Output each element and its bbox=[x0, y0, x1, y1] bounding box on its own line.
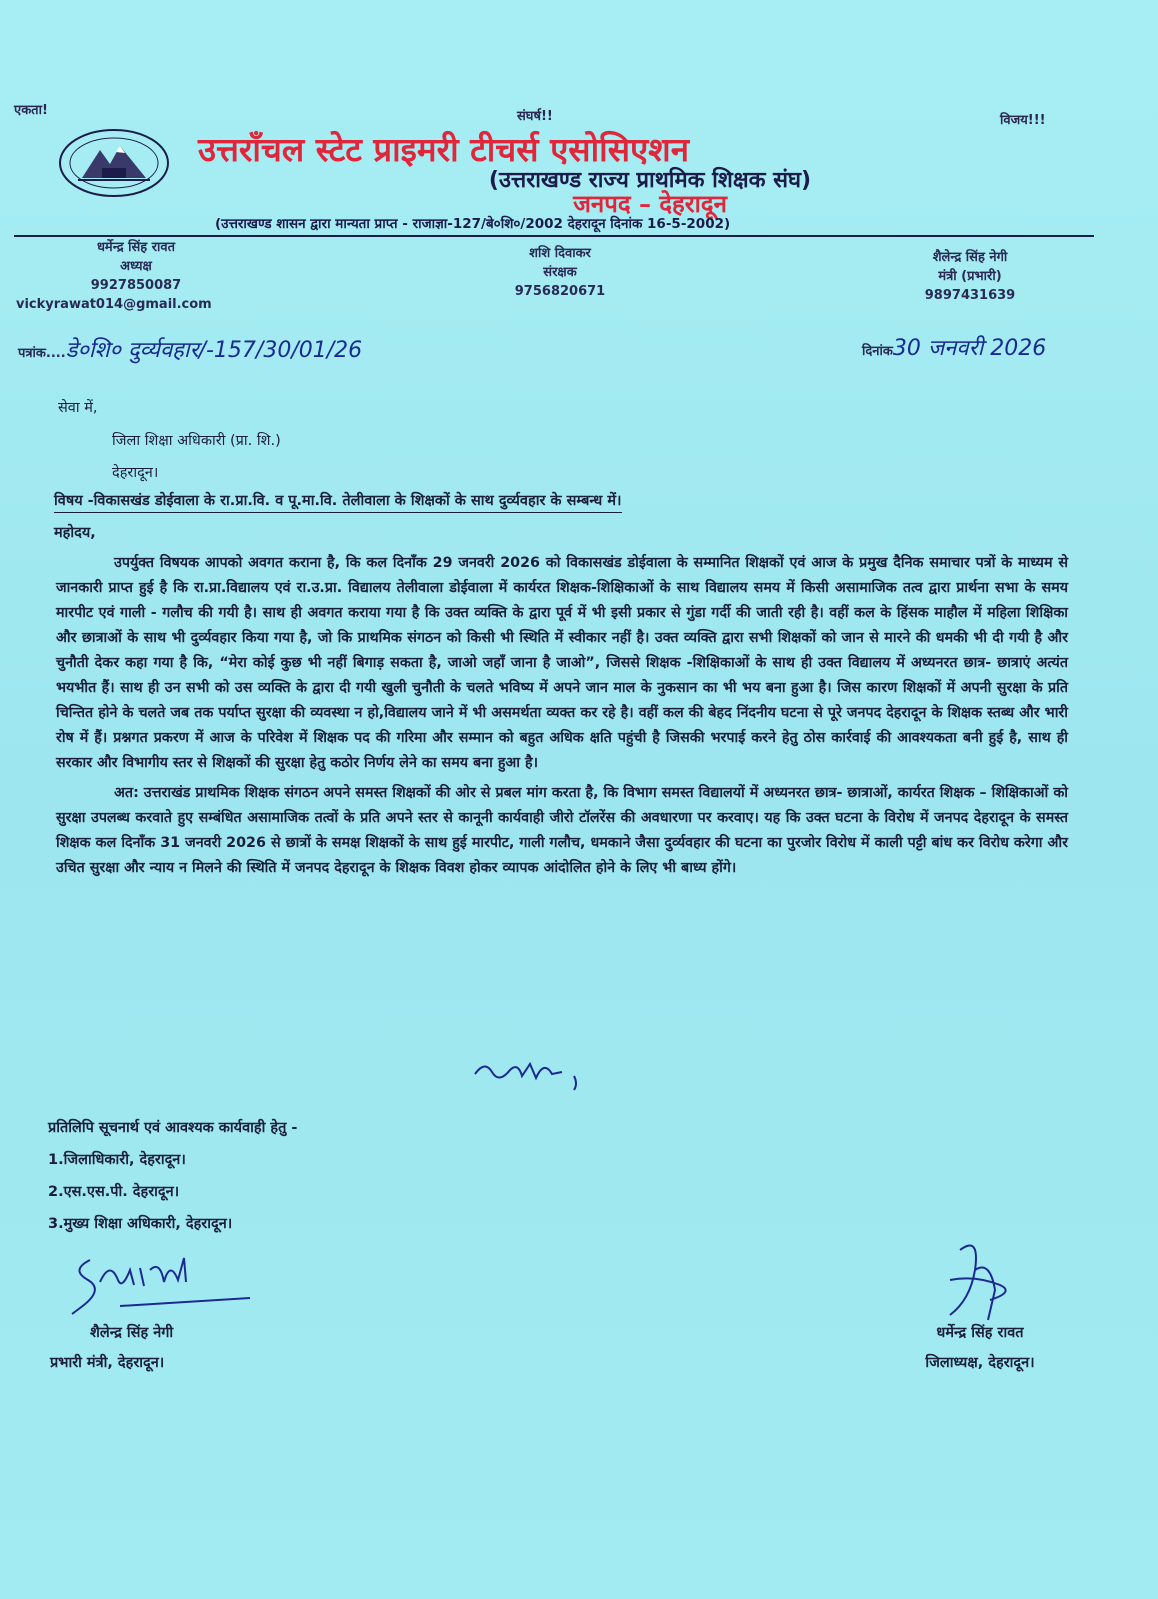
signature-left bbox=[60, 1240, 260, 1320]
header-divider bbox=[14, 235, 1094, 237]
copy-item: 3.मुख्य शिक्षा अधिकारी, देहरादून। bbox=[48, 1216, 233, 1232]
patron-role: संरक्षक bbox=[543, 265, 577, 280]
president-name: धर्मेन्द्र सिंह रावत bbox=[96, 240, 176, 255]
reference-dots: .... bbox=[45, 346, 66, 361]
copy-item: 1.जिलाधिकारी, देहरादून। bbox=[48, 1152, 186, 1168]
president-role: अध्यक्ष bbox=[120, 259, 152, 274]
recognition-line: (उत्तराखण्ड शासन द्वारा मान्यता प्राप्त - राजाज्ञा-127/बे०शि०/2002 देहरादून दिनांक 16-5-2002) bbox=[215, 216, 731, 232]
addressee-salutation: सेवा में, bbox=[58, 400, 98, 416]
org-district: जनपद – देहरादून bbox=[573, 189, 727, 218]
signer-right bbox=[880, 1318, 1080, 1378]
association-logo-icon bbox=[58, 128, 170, 198]
greeting: महोदय, bbox=[54, 525, 96, 541]
date-value: 30 जनवरी 2026 bbox=[892, 336, 1047, 361]
motto-victory: विजय!!! bbox=[1000, 113, 1046, 128]
copy-heading: प्रतिलिपि सूचनार्थ एवं आवश्यक कार्यवाही हेतु - bbox=[48, 1120, 298, 1136]
signer-right-title: जिलाध्यक्ष, देहरादून। bbox=[925, 1355, 1035, 1371]
president-phone: 9927850087 bbox=[90, 278, 182, 293]
copy-item: 2.एस.एस.पी. देहरादून। bbox=[48, 1184, 180, 1200]
body-paragraph-2: अत: उत्तराखंड प्राथमिक शिक्षक संगठन अपने समस्त शिक्षकों की ओर से प्रबल मांग करता है, कि विभाग समस्त विद्यालयों में अध्यनरत छात्र- छात्राओं, कार्यरत शिक्षक – शिक्षिकाओं को सुरक्षा उपलब्ध करवाते हुए सम्बंधित असामाजिक तत्वों के प्रति अपने स्तर से कानूनी कार्यवाही जीरो टॉलरेंस की अवधारणा पर करवाए। यह कि उक्त घटना के विरोध में जनपद देहरादून के समस्त शिक्षक कल दिनाँक 31 जनवरी 2026 से छात्रों के समक्ष शिक्षकों के साथ हुई मारपीट, गाली गलौच, धमकाने जैसा दुर्व्यवहार की घटना का पुरजोर विरोध में काली पट्टी बांध कर विरोध करेगा और उचित सुरक्षा और न्याय न मिलने की स्थिति में जनपद देहरादून के शिक्षक विवश होकर व्यापक आंदोलित होने के लिए भी बाध्य होंगे। bbox=[56, 785, 1068, 876]
reference-number bbox=[18, 334, 362, 364]
patron-name: शशि दिवाकर bbox=[529, 246, 591, 261]
office-bearer-president bbox=[16, 238, 256, 314]
office-bearer-secretary bbox=[890, 248, 1050, 305]
motto-unity: एकता! bbox=[14, 103, 48, 118]
reference-label: पत्रांक bbox=[18, 346, 46, 361]
copy-list bbox=[48, 1112, 297, 1240]
letter-subject: विषय -विकासखंड डोईवाला के रा.प्रा.वि. व पू.मा.वि. तेलीवाला के शिक्षकों के साथ दुर्व्यवहार के सम्बन्ध में। bbox=[54, 490, 622, 513]
letter-body bbox=[56, 551, 1068, 881]
body-paragraph-1: उपर्युक्त विषयक आपको अवगत कराना है, कि कल दिनाँक 29 जनवरी 2026 को विकासखंड डोईवाला के सम्मानित शिक्षकों एवं आज के प्रमुख दैनिक समाचार पत्रों के माध्यम से जानकारी प्राप्त हुई है कि रा.प्रा.विद्यालय एवं रा.उ.प्रा. विद्यालय तेलीवाला डोईवाला में कार्यरत शिक्षक-शिक्षिकाओं के साथ विद्यालय समय में किसी असामाजिक तत्व द्वारा प्रार्थना सभा के समय मारपीट एवं गाली - गलौच की गयी है। साथ ही अवगत कराया गया है कि उक्त व्यक्ति के द्वारा पूर्व में भी इसी प्रकार से गुंडा गर्दी की जाती रही है। वहीं कल के हिंसक माहौल में महिला शिक्षिका और छात्राओं के साथ भी दुर्व्यवहार किया गया है, जो कि प्राथमिक संगठन को किसी भी स्थिति में स्वीकार नहीं है। उक्त व्यक्ति द्वारा सभी शिक्षकों को जान से मारने की धमकी भी दी गयी है और चुनौती देकर कहा गया है कि, “मेरा कोई कुछ भी नहीं बिगाड़ सकता है, जाओ जहाँ जाना है जाओ”, जिससे शिक्षक -शिक्षिकाओं के साथ ही उक्त विद्यालय में अध्यनरत छात्र- छात्राएं अत्यंत भयभीत हैं। साथ ही उन सभी को उस व्यक्ति के द्वारा दी गयी खुली चुनौती के चलते भविष्य में अपने जान माल के नुकसान का भी भय बना हुआ है। जिस कारण शिक्षकों में अपनी सुरक्षा के प्रति चिन्तित होने के चलते जब तक पर्याप्त सुरक्षा की व्यवस्था न हो,विद्यालय जाने में भी असमर्थता व्यक्त कर रहे है। वहीं कल की बेहद निंदनीय घटना से पूरे जनपद देहरादून के शिक्षक स्तब्ध और भारी रोष में हैं। प्रश्नगत प्रकरण में आज के परिवेश में शिक्षक पद की गरिमा और सम्मान को बहुत अधिक क्षति पहुंची है जिसकी भरपाई करने हेतु ठोस कार्रवाई की आवश्यकता बनी हुई है, साथ ही सरकार और विभागीय स्तर से शिक्षकों की सुरक्षा हेतु कठोर निर्णय लेने का समय बना हुआ है। bbox=[56, 555, 1068, 771]
reference-value: डे०शि० दुर्व्यवहार/-157/30/01/26 bbox=[65, 338, 363, 363]
signer-left bbox=[50, 1318, 173, 1378]
secretary-phone: 9897431639 bbox=[924, 288, 1016, 303]
signature-right bbox=[920, 1230, 1030, 1330]
office-bearer-patron bbox=[480, 244, 640, 301]
addressee-city: देहरादून। bbox=[112, 465, 159, 481]
signer-right-name: धर्मेन्द्र सिंह रावत bbox=[936, 1325, 1024, 1341]
signer-left-name: शैलेन्द्र सिंह नेगी bbox=[90, 1325, 174, 1341]
org-name: उत्तराँचल स्टेट प्राइमरी टीचर्स एसोसिएशन bbox=[198, 130, 690, 169]
signer-left-title: प्रभारी मंत्री, देहरादून। bbox=[50, 1355, 165, 1371]
motto-struggle: संघर्ष!! bbox=[517, 109, 553, 124]
closing-scribble bbox=[470, 1052, 590, 1092]
secretary-name: शैलेन्द्र सिंह नेगी bbox=[932, 250, 1008, 265]
patron-phone: 9756820671 bbox=[514, 284, 606, 299]
president-email: vickyrawat014@gmail.com bbox=[16, 297, 212, 312]
letter-date bbox=[862, 332, 1046, 362]
date-label: दिनांक bbox=[862, 344, 893, 359]
secretary-role: मंत्री (प्रभारी) bbox=[938, 269, 1002, 284]
org-name-hindi: (उत्तराखण्ड राज्य प्राथमिक शिक्षक संघ) bbox=[488, 168, 812, 193]
addressee-officer: जिला शिक्षा अधिकारी (प्रा. शि.) bbox=[112, 433, 281, 449]
